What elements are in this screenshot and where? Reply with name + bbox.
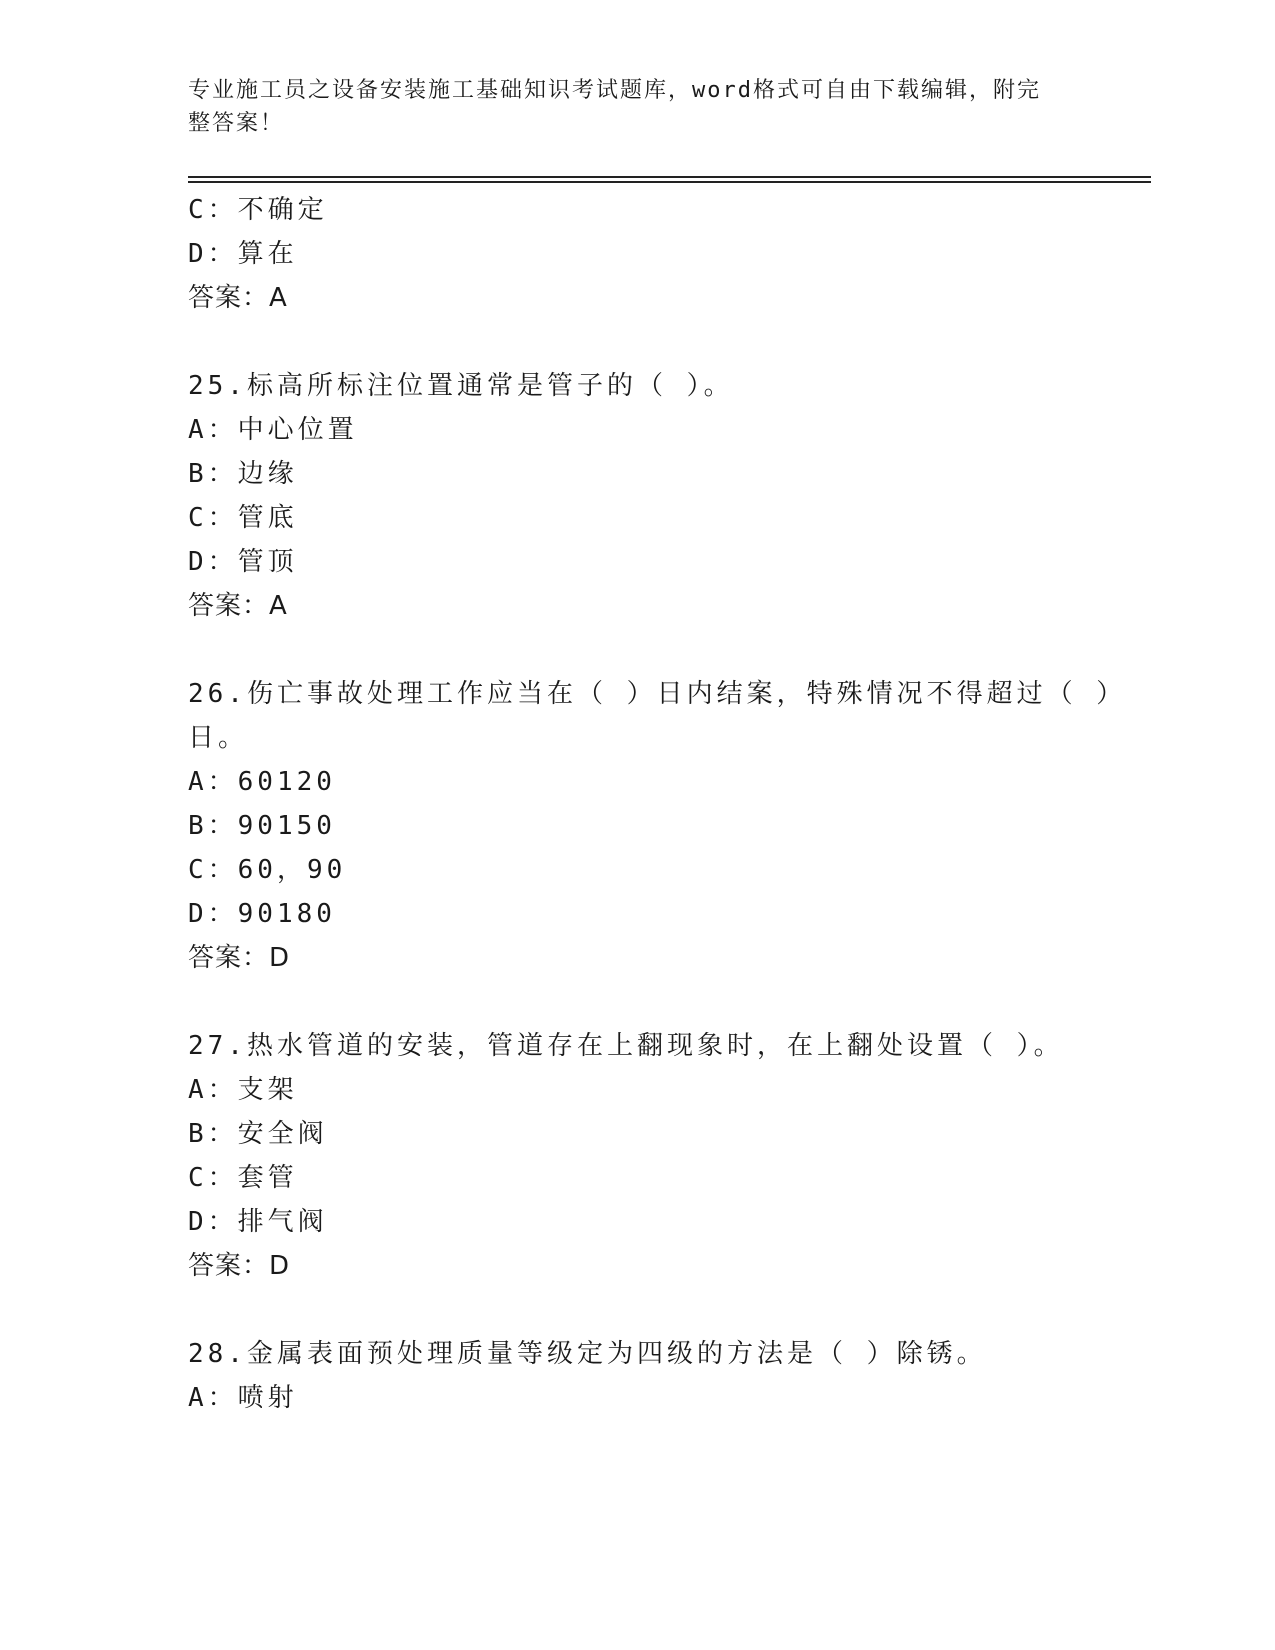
q28-option-a: A：喷射	[188, 1383, 298, 1413]
q27-option-d: D：排气阀	[188, 1207, 328, 1237]
q26-question-line-2: 日。	[188, 723, 249, 753]
q24-option-d: D：算在	[188, 239, 298, 269]
q26-question-line-1: 26.伤亡事故处理工作应当在（ ）日内结案，特殊情况不得超过（ ）	[188, 679, 1127, 709]
q25-question: 25.标高所标注位置通常是管子的（ ）。	[188, 371, 734, 401]
q24-option-c: C：不确定	[188, 195, 328, 225]
q25-option-c: C：管底	[188, 503, 298, 533]
q26-option-a: A：60120	[188, 767, 336, 797]
q25-option-d: D：管顶	[188, 547, 298, 577]
header-divider-top	[188, 176, 1151, 178]
q27-option-a: A：支架	[188, 1075, 298, 1105]
document-header	[188, 74, 1068, 140]
q26-answer: 答案：D	[188, 943, 291, 973]
q25-option-b: B：边缘	[188, 459, 298, 489]
q27-option-c: C：套管	[188, 1163, 298, 1193]
q25-option-a: A：中心位置	[188, 415, 358, 445]
q27-answer: 答案：D	[188, 1251, 291, 1281]
q26-option-b: B：90150	[188, 811, 336, 841]
q26-option-c: C：60，90	[188, 855, 347, 885]
q25-answer: 答案：A	[188, 591, 288, 621]
header-title-line-2: 整答案！	[188, 111, 285, 136]
q28-question: 28.金属表面预处理质量等级定为四级的方法是（ ）除锈。	[188, 1339, 987, 1369]
header-divider-bottom	[188, 181, 1151, 183]
q24-answer: 答案：A	[188, 283, 288, 313]
q27-option-b: B：安全阀	[188, 1119, 328, 1149]
header-title-line-1: 专业施工员之设备安装施工基础知识考试题库，word格式可自由下载编辑，附完	[188, 78, 1041, 103]
q27-question: 27.热水管道的安装，管道存在上翻现象时，在上翻处设置（ ）。	[188, 1031, 1064, 1061]
q26-option-d: D：90180	[188, 899, 336, 929]
